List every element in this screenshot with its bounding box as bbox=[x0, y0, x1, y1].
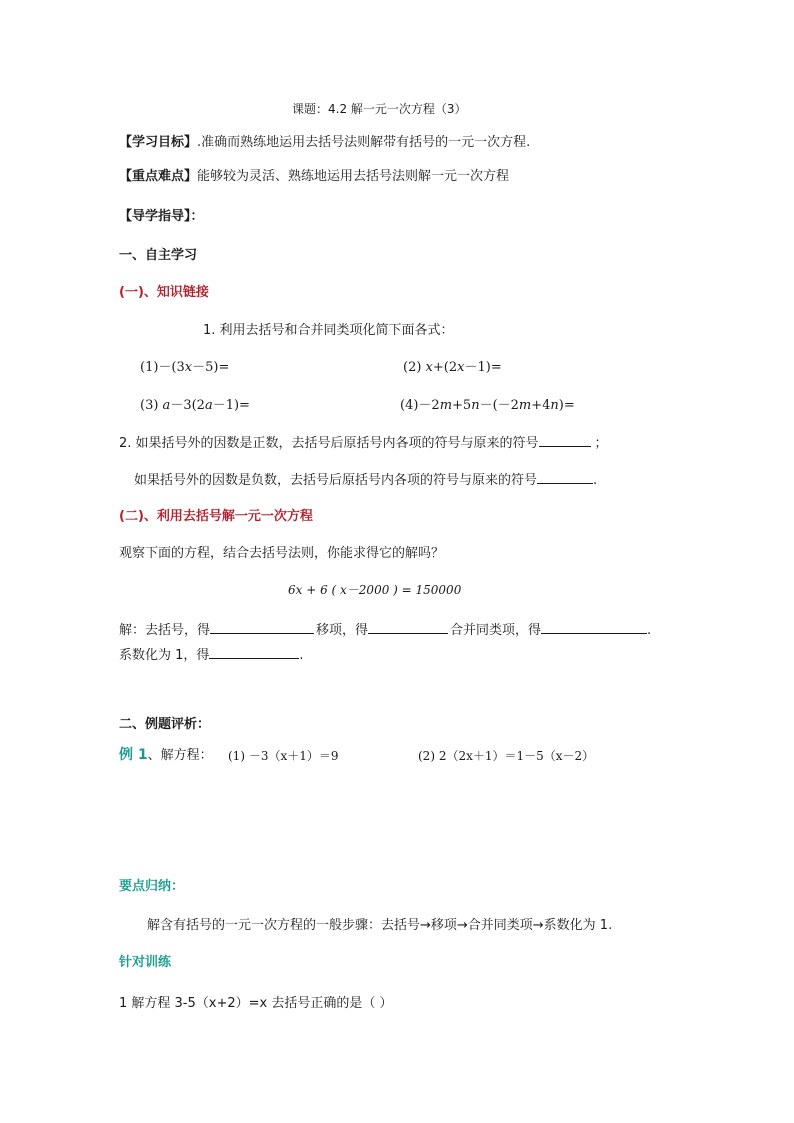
punct: . bbox=[593, 473, 598, 488]
key-difficulty bbox=[119, 168, 509, 186]
punct: . bbox=[299, 648, 304, 663]
expr-text: (2) bbox=[403, 360, 426, 375]
expr-var: x bbox=[184, 360, 193, 375]
expr-text: +4 bbox=[531, 398, 551, 413]
expr-text: －3(2 bbox=[170, 398, 205, 413]
expr-text: +5 bbox=[452, 398, 472, 413]
example-equation-2: (2) 2（2x＋1）＝1－5（x－2） bbox=[418, 749, 595, 763]
key-difficulty-label: 【重点难点】 bbox=[119, 169, 198, 184]
answer-blank[interactable] bbox=[210, 620, 314, 634]
expr-text: (3) bbox=[140, 398, 163, 413]
expr-var: x bbox=[425, 360, 433, 375]
question-2-negative bbox=[134, 470, 597, 490]
summary-text: 解含有括号的一元一次方程的一般步骤：去括号→移项→合并同类项→系数化为 1. bbox=[147, 918, 613, 933]
guide-heading: 【导学指导】： bbox=[119, 209, 204, 224]
expr-text: －5)= bbox=[192, 360, 230, 375]
answer-blank[interactable] bbox=[537, 470, 593, 484]
question-2-text: 如果括号外的因数是负数，去括号后原括号内各项的符号与原来的符号 bbox=[134, 473, 538, 488]
question-2-text: 2. 如果括号外的因数是正数，去括号后原括号内各项的符号与原来的符号 bbox=[119, 436, 539, 451]
solution-steps-2 bbox=[119, 645, 304, 665]
example-prefix: 、解方程： bbox=[147, 748, 213, 763]
expr-text: －1)= bbox=[464, 360, 502, 375]
expr-text: (4)－2 bbox=[400, 398, 440, 413]
solution-text: 移项，得 bbox=[316, 623, 369, 638]
practice-question-1: 1 解方程 3-5（x+2）=x 去括号正确的是（ ） bbox=[119, 996, 393, 1011]
solution-text: 合并同类项，得 bbox=[450, 623, 542, 638]
expr-text: )= bbox=[558, 398, 575, 413]
practice-title: 针对训练 bbox=[119, 955, 172, 970]
expr-var: x bbox=[457, 360, 465, 375]
example-1 bbox=[119, 746, 213, 765]
punct: . bbox=[647, 623, 652, 638]
learning-goal-text: .准确而熟练地运用去括号法则解带有括号的一元一次方程. bbox=[197, 135, 531, 150]
expr-var: a bbox=[204, 398, 213, 413]
subsection-knowledge-link: (一)、知识链接 bbox=[119, 285, 209, 300]
key-difficulty-text: 能够较为灵活、熟练地运用去括号法则解一元一次方程 bbox=[197, 169, 510, 184]
learning-goal bbox=[119, 134, 530, 152]
punct: ； bbox=[594, 436, 608, 451]
subsection-solve-equations: (二)、利用去括号解一元一次方程 bbox=[119, 509, 313, 524]
expr-text: +(2 bbox=[432, 360, 458, 375]
solution-text: 解：去括号，得 bbox=[119, 623, 211, 638]
question-2-positive bbox=[119, 433, 608, 453]
answer-blank[interactable] bbox=[209, 645, 299, 659]
expr-text: －(－2 bbox=[479, 398, 519, 413]
expr-var: a bbox=[162, 398, 171, 413]
answer-blank[interactable] bbox=[539, 433, 591, 447]
expression-3 bbox=[140, 397, 250, 415]
expression-1 bbox=[140, 359, 229, 377]
page-title: 课题：4.2 解一元一次方程（3） bbox=[292, 102, 467, 116]
answer-blank[interactable] bbox=[541, 620, 647, 634]
example-equation-1: (1) －3（x＋1）＝9 bbox=[228, 749, 339, 763]
expr-var: m bbox=[518, 398, 532, 413]
learning-goal-label: 【学习目标】 bbox=[119, 135, 198, 150]
expression-2 bbox=[403, 359, 502, 377]
answer-blank[interactable] bbox=[368, 620, 448, 634]
example-label: 例 1 bbox=[119, 747, 148, 763]
expr-var: n bbox=[471, 398, 480, 413]
section-examples: 二、例题评析： bbox=[119, 717, 211, 732]
expression-4 bbox=[400, 397, 575, 415]
section-self-study: 一、自主学习 bbox=[119, 248, 198, 263]
observe-prompt: 观察下面的方程，结合去括号法则，你能求得它的解吗？ bbox=[119, 546, 445, 561]
solution-text: 系数化为 1，得 bbox=[119, 648, 210, 663]
expr-var: m bbox=[439, 398, 453, 413]
summary-title: 要点归纳： bbox=[119, 879, 185, 894]
expr-var: n bbox=[550, 398, 559, 413]
question-1: 1. 利用去括号和合并同类项化简下面各式： bbox=[203, 323, 454, 338]
sample-equation: 6x + 6 ( x－2000 ) = 150000 bbox=[288, 583, 462, 597]
expr-text: －1)= bbox=[212, 398, 250, 413]
solution-steps bbox=[119, 620, 651, 640]
expr-text: (1)－(3 bbox=[140, 360, 185, 375]
